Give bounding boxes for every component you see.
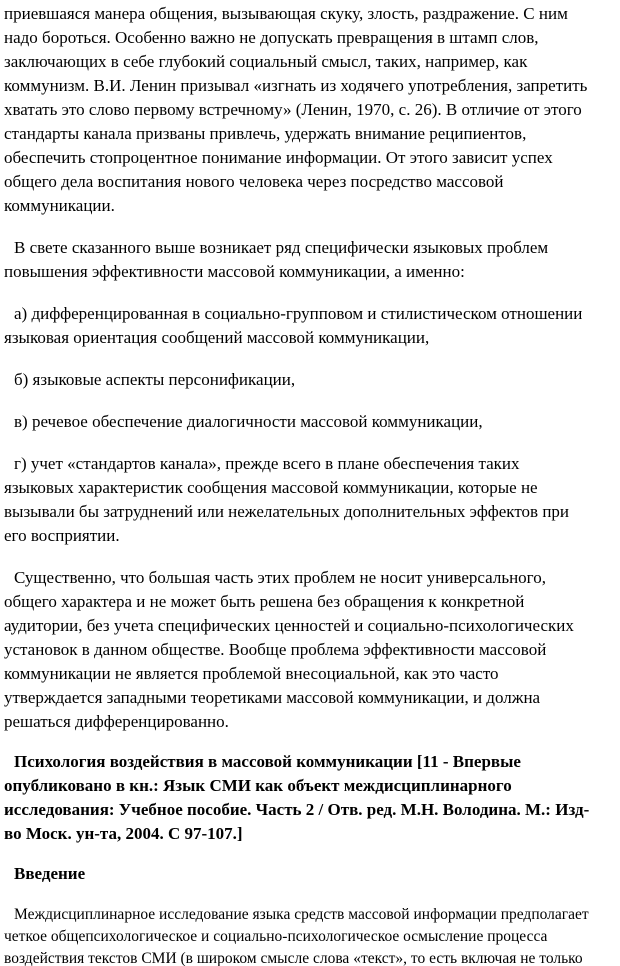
paragraph-1-line-1: приевшаяся манера общения, вызывающая скуку, злость, раздражение. С ним xyxy=(4,4,568,23)
paragraph-1-line-6: стандарты канала призваны привлечь, удержать внимание реципиентов, xyxy=(4,124,527,143)
list-item-a-line-2: языковая ориентация сообщений массовой коммуникации, xyxy=(4,328,430,347)
paragraph-3-line-4: установок в данном обществе. Вообще проблема эффективности массовой xyxy=(4,640,547,659)
paragraph-1-line-5: хватать это слово первому встречному» (Ленин, 1970, с. 26). В отличие от этого xyxy=(4,100,582,119)
paragraph-3-line-2: общего характера и не может быть решена без обращения к конкретной xyxy=(4,592,525,611)
paragraph-1-line-7: обеспечить стопроцентное понимание информации. От этого зависит успех xyxy=(4,148,553,167)
section-heading-line-4: во Моск. ун-та, 2004. С 97-107.] xyxy=(4,824,243,843)
list-item-d-line-2: языковых характеристик сообщения массовой коммуникации, которые не xyxy=(4,478,538,497)
section-heading-line-1: Психология воздействия в массовой коммуникации [11 - Впервые xyxy=(14,752,521,771)
list-item-d-line-3: вызывали бы затруднений или нежелательных дополнительных эффектов при xyxy=(4,502,570,521)
list-item-d-line-4: его восприятии. xyxy=(4,526,120,545)
intro-paragraph-line-2: четкое общепсихологическое и социально-психологическое осмысление процесса xyxy=(4,928,548,945)
paragraph-1-line-9: коммуникации. xyxy=(4,196,115,215)
intro-paragraph-line-1: Междисциплинарное исследование языка средств массовой информации предполагает xyxy=(14,906,589,923)
list-item-b-line-1: б) языковые аспекты персонификации, xyxy=(14,370,296,389)
paragraph-1-line-3: заключающих в себе глубокий социальный смысл, таких, например, как xyxy=(4,52,528,71)
intro-paragraph-line-3: воздействия текстов СМИ (в широком смысле слова «текст», то есть включая не только xyxy=(4,950,583,966)
paragraph-1-line-4: коммунизм. В.И. Ленин призывал «изгнать из ходячего употребления, запретить xyxy=(4,76,588,95)
list-item-c-line-1: в) речевое обеспечение диалогичности массовой коммуникации, xyxy=(14,412,483,431)
paragraph-3-line-3: аудитории, без учета специфических ценностей и социально-психологических xyxy=(4,616,574,635)
list-item-d-line-1: г) учет «стандартов канала», прежде всего в плане обеспечения таких xyxy=(14,454,520,473)
subheading: Введение xyxy=(14,864,86,883)
paragraph-3-line-1: Существенно, что большая часть этих проблем не носит универсального, xyxy=(14,568,546,587)
section-heading-line-2: опубликовано в кн.: Язык СМИ как объект междисциплинарного xyxy=(4,776,512,795)
paragraph-1-line-8: общего дела воспитания нового человека через посредство массовой xyxy=(4,172,504,191)
paragraph-3-line-7: решаться дифференцированно. xyxy=(4,712,229,731)
paragraph-1-line-2: надо бороться. Особенно важно не допускать превращения в штамп слов, xyxy=(4,28,539,47)
paragraph-2-line-2: повышения эффективности массовой коммуникации, а именно: xyxy=(4,262,465,281)
section-heading-line-3: исследования: Учебное пособие. Часть 2 / Отв. ред. М.Н. Володина. М.: Изд- xyxy=(4,800,590,819)
paragraph-3-line-5: коммуникации не является проблемой внесоциальной, как это часто xyxy=(4,664,499,683)
paragraph-3-line-6: утверждается западными теоретиками массовой коммуникации, и должна xyxy=(4,688,541,707)
paragraph-2-line-1: В свете сказанного выше возникает ряд специфически языковых проблем xyxy=(14,238,549,257)
list-item-a-line-1: а) дифференцированная в социально-групповом и стилистическом отношении xyxy=(14,304,583,323)
